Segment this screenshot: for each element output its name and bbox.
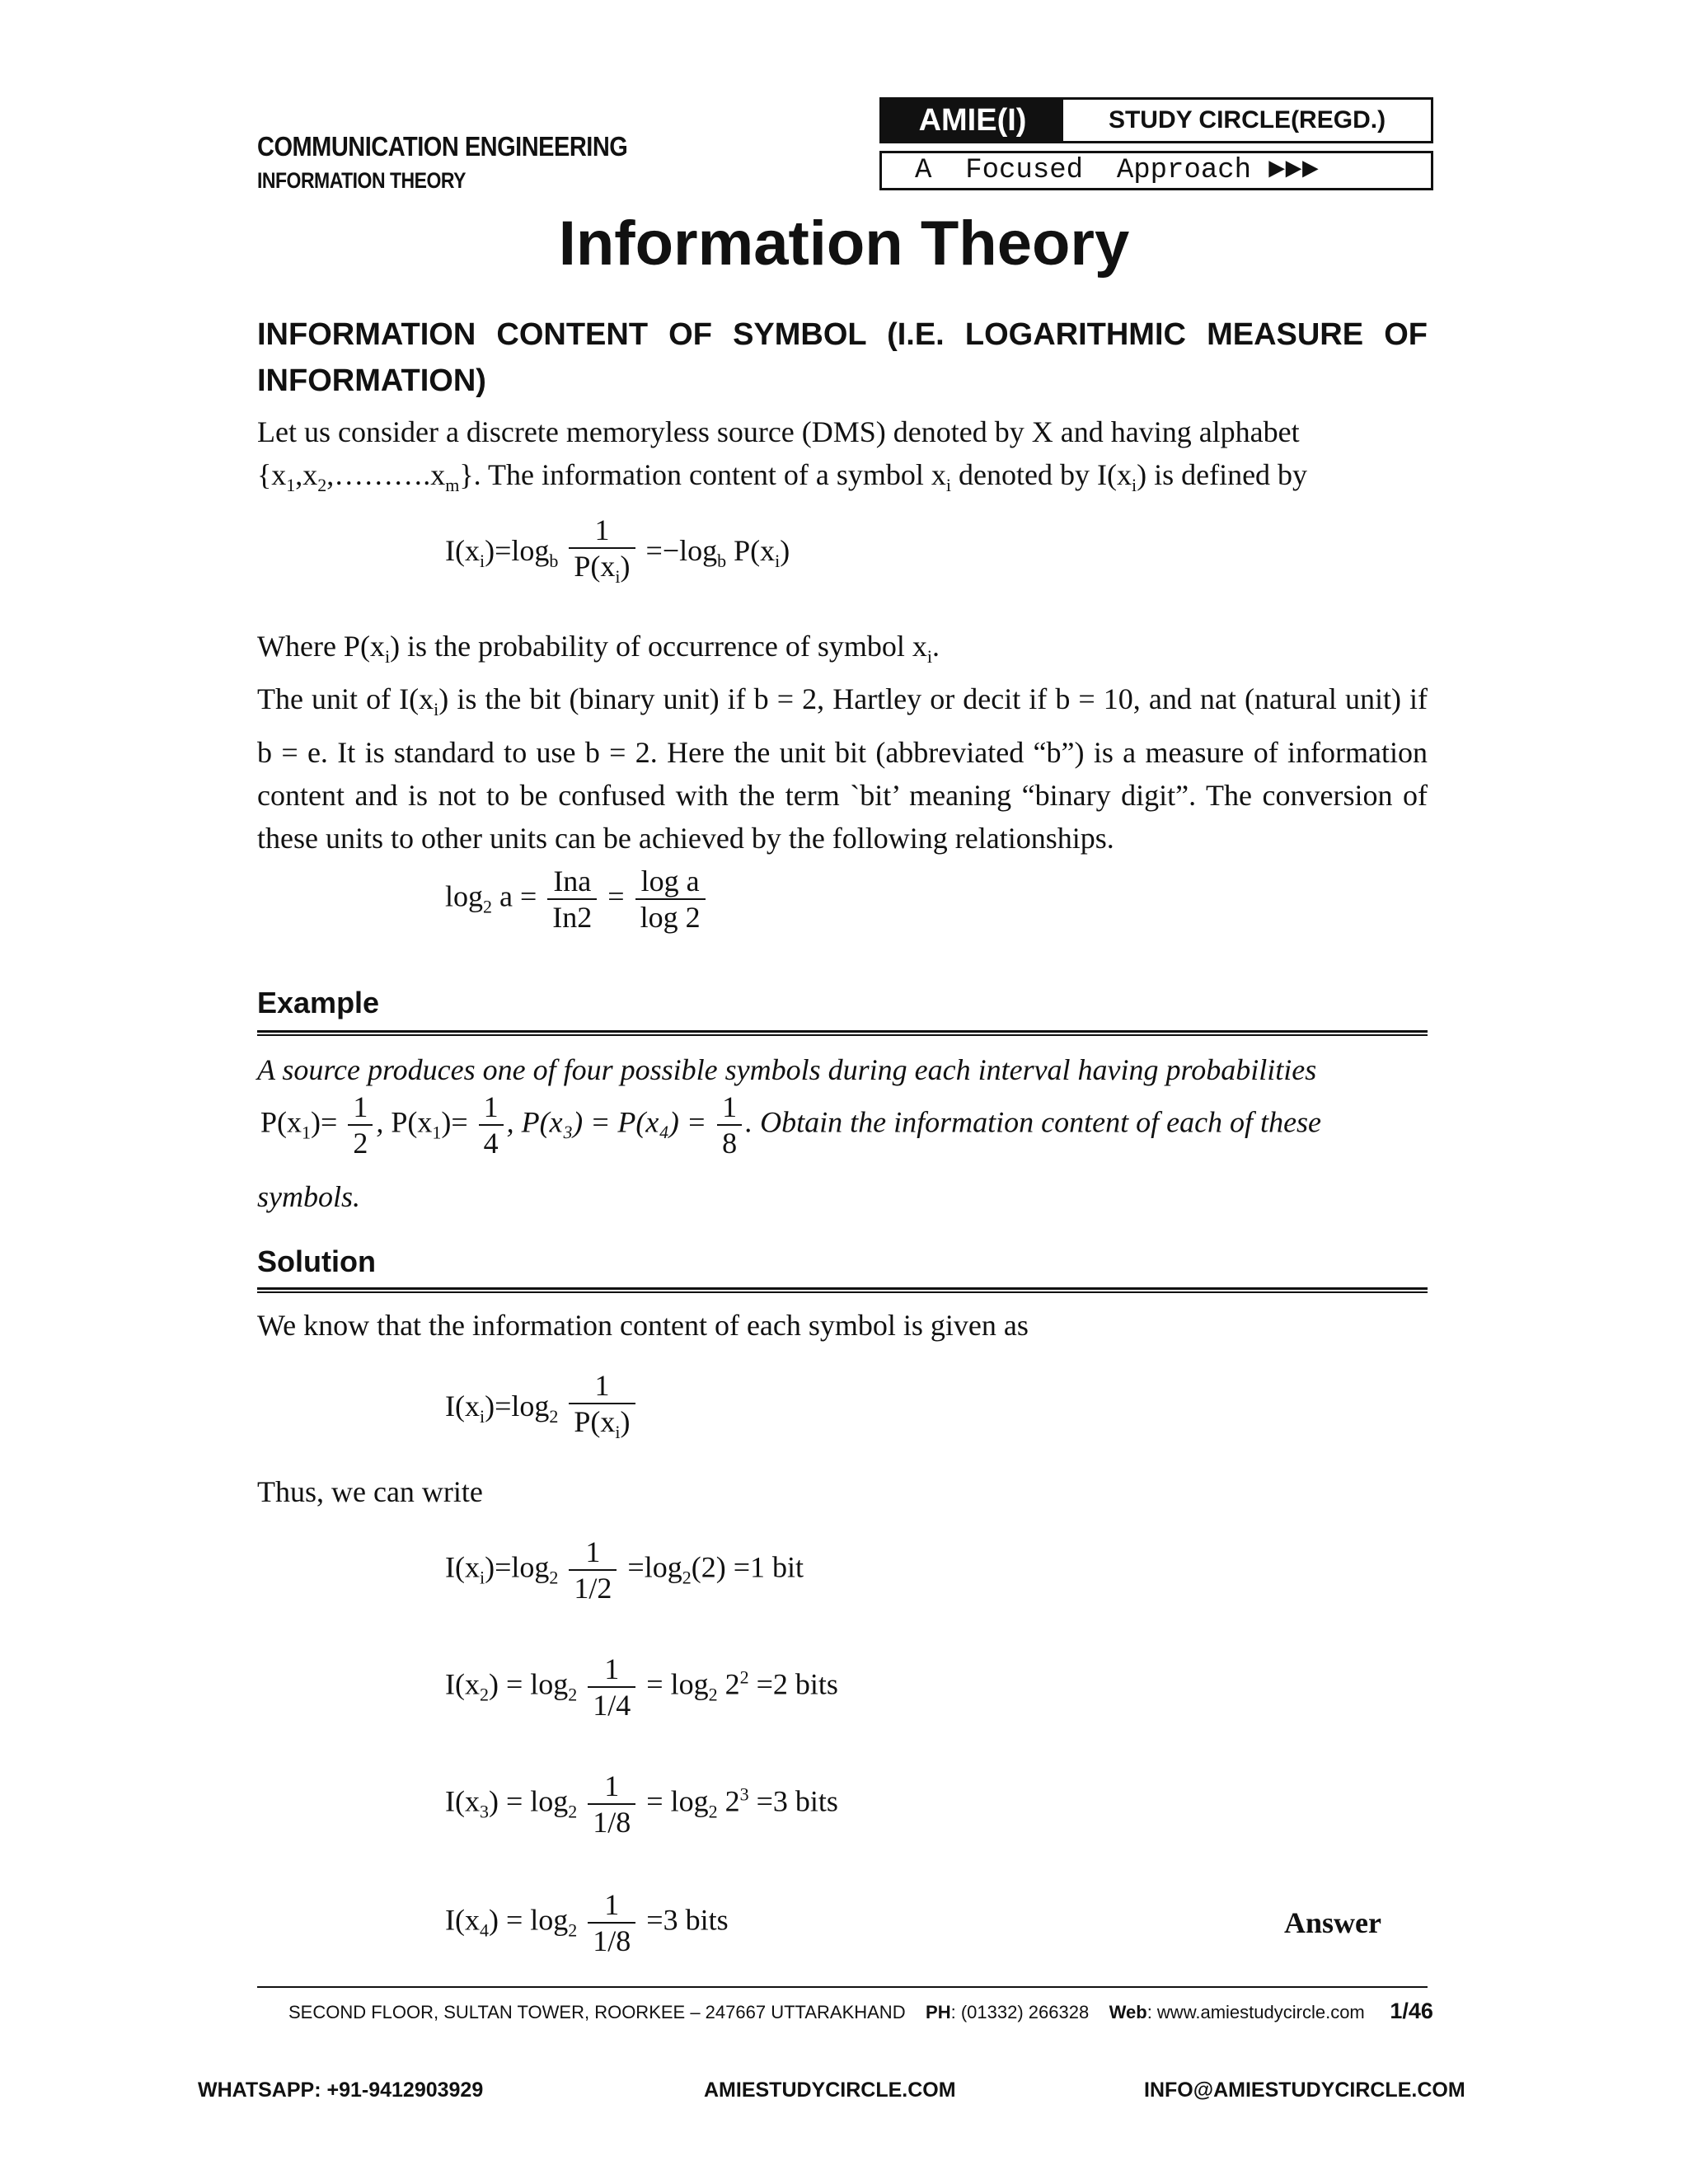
page-title: Information Theory xyxy=(558,209,1130,279)
example-line-2: $P(x_1)=$ $\frac{1}{2}$ , $P(x_1)=$ $\frac{1}{4}$ , P(x₃) = P(x₄) = $\frac{1}{8}$ . Obtain the information content of each of these xyxy=(260,1090,1322,1160)
section-heading: INFORMATION CONTENT OF SYMBOL (I.E. LOGARITHMIC MEASURE OF INFORMATION) xyxy=(257,317,1428,398)
thus-line: Thus, we can write xyxy=(257,1475,483,1508)
example-label: Example xyxy=(257,986,380,1019)
footer-address: SECOND FLOOR, SULTAN TOWER, ROORKEE – 247667 UTTARAKHAND xyxy=(288,2002,906,2022)
brand-amie: AMIE(I) xyxy=(882,100,1063,141)
bottom-email[interactable]: INFO@AMIESTUDYCIRCLE.COM xyxy=(1144,2079,1465,2102)
equation-x1: $I(x_i)=\log_2$ $\frac{1}{1/2}$ $=\log_2(2) =1$ bit xyxy=(445,1535,804,1605)
example-line-3: symbols. xyxy=(257,1180,360,1213)
brand-box xyxy=(879,97,1433,143)
bottom-site[interactable]: AMIESTUDYCIRCLE.COM xyxy=(704,2079,956,2102)
where-line: Where $P(x_i)$ is the probability of occurrence of symbol $x_i$. xyxy=(257,630,940,668)
brand-study-circle: STUDY CIRCLE(REGD.) xyxy=(1108,106,1386,134)
footer-phone: : (01332) 266328 xyxy=(950,2002,1090,2022)
equation-x3: $I(x_3) = \log_2$ $\frac{1}{1/8}$ = $\log_2 2^3 =3$ bits xyxy=(445,1769,838,1839)
footer-address-line xyxy=(288,1999,1433,2024)
equation-definition: $I(x_i)=\log_b$ $\frac{1}{P(x_i)}$ $=-\log_b$ $P(x_i)$ xyxy=(445,513,790,588)
example-line-1: A source produces one of four possible symbols during each interval having probabilities xyxy=(257,1053,1317,1086)
intro-paragraph xyxy=(257,410,1428,507)
solution-label: Solution xyxy=(257,1244,376,1278)
equation-general: $I(x_i)=\log_2$ $\frac{1}{P(x_i)}$ xyxy=(445,1368,639,1450)
equation-x4: $I(x_4) = \log_2$ $\frac{1}{1/8}$ =3 bits xyxy=(445,1888,729,1957)
solution-rule xyxy=(257,1287,1428,1293)
footer-rule xyxy=(257,1986,1428,1988)
equation-conversion: $\log_2 a$ = $\frac{\text{Ina}}{In2}$ = $\frac{\text{log a}}{\log 2}$ xyxy=(445,864,709,935)
intro-line-2: $\{x_1,x_2,\dots\dots\dots.x_m\}$. The information content of a symbol $x_i$ denoted by $I(x_i)$ is defined by xyxy=(257,458,1308,496)
intro-line-1: Let us consider a discrete memoryless source (DMS) denoted by X and having alphabet xyxy=(257,415,1300,448)
footer-web-label: Web xyxy=(1109,2002,1147,2022)
footer-phone-label: PH xyxy=(926,2002,951,2022)
course-name: COMMUNICATION ENGINEERING xyxy=(257,132,628,162)
tagline: A Focused Approach ►►► xyxy=(879,151,1433,190)
bottom-whatsapp[interactable]: WHATSAPP: +91-9412903929 xyxy=(198,2079,484,2102)
unit-paragraph: The unit of $I(x_i)$ is the bit (binary unit) if b = 2, Hartley or decit if b = 10, and nat (natural unit) if b = e. It is standard to use b = 2. Here the unit bit (abbreviated “b”) is a measure of information content and is not to be confused with the term `bit’ meaning “binary digit”. The conversion of these units to other units can be achieved by the following relationships. xyxy=(257,682,1428,855)
solution-intro: We know that the information content of each symbol is given as xyxy=(257,1309,1029,1342)
answer-label: Answer xyxy=(1284,1906,1381,1939)
example-rule xyxy=(257,1030,1428,1036)
page-number: 1/46 xyxy=(1390,1999,1433,2023)
equation-x2: $I(x_2) = \log_2$ $\frac{1}{1/4}$ = $\log_2 2^2 =2$ bits xyxy=(445,1652,838,1722)
subject-name: INFORMATION THEORY xyxy=(257,168,466,193)
footer-web[interactable]: : www.amiestudycircle.com xyxy=(1146,2002,1365,2022)
